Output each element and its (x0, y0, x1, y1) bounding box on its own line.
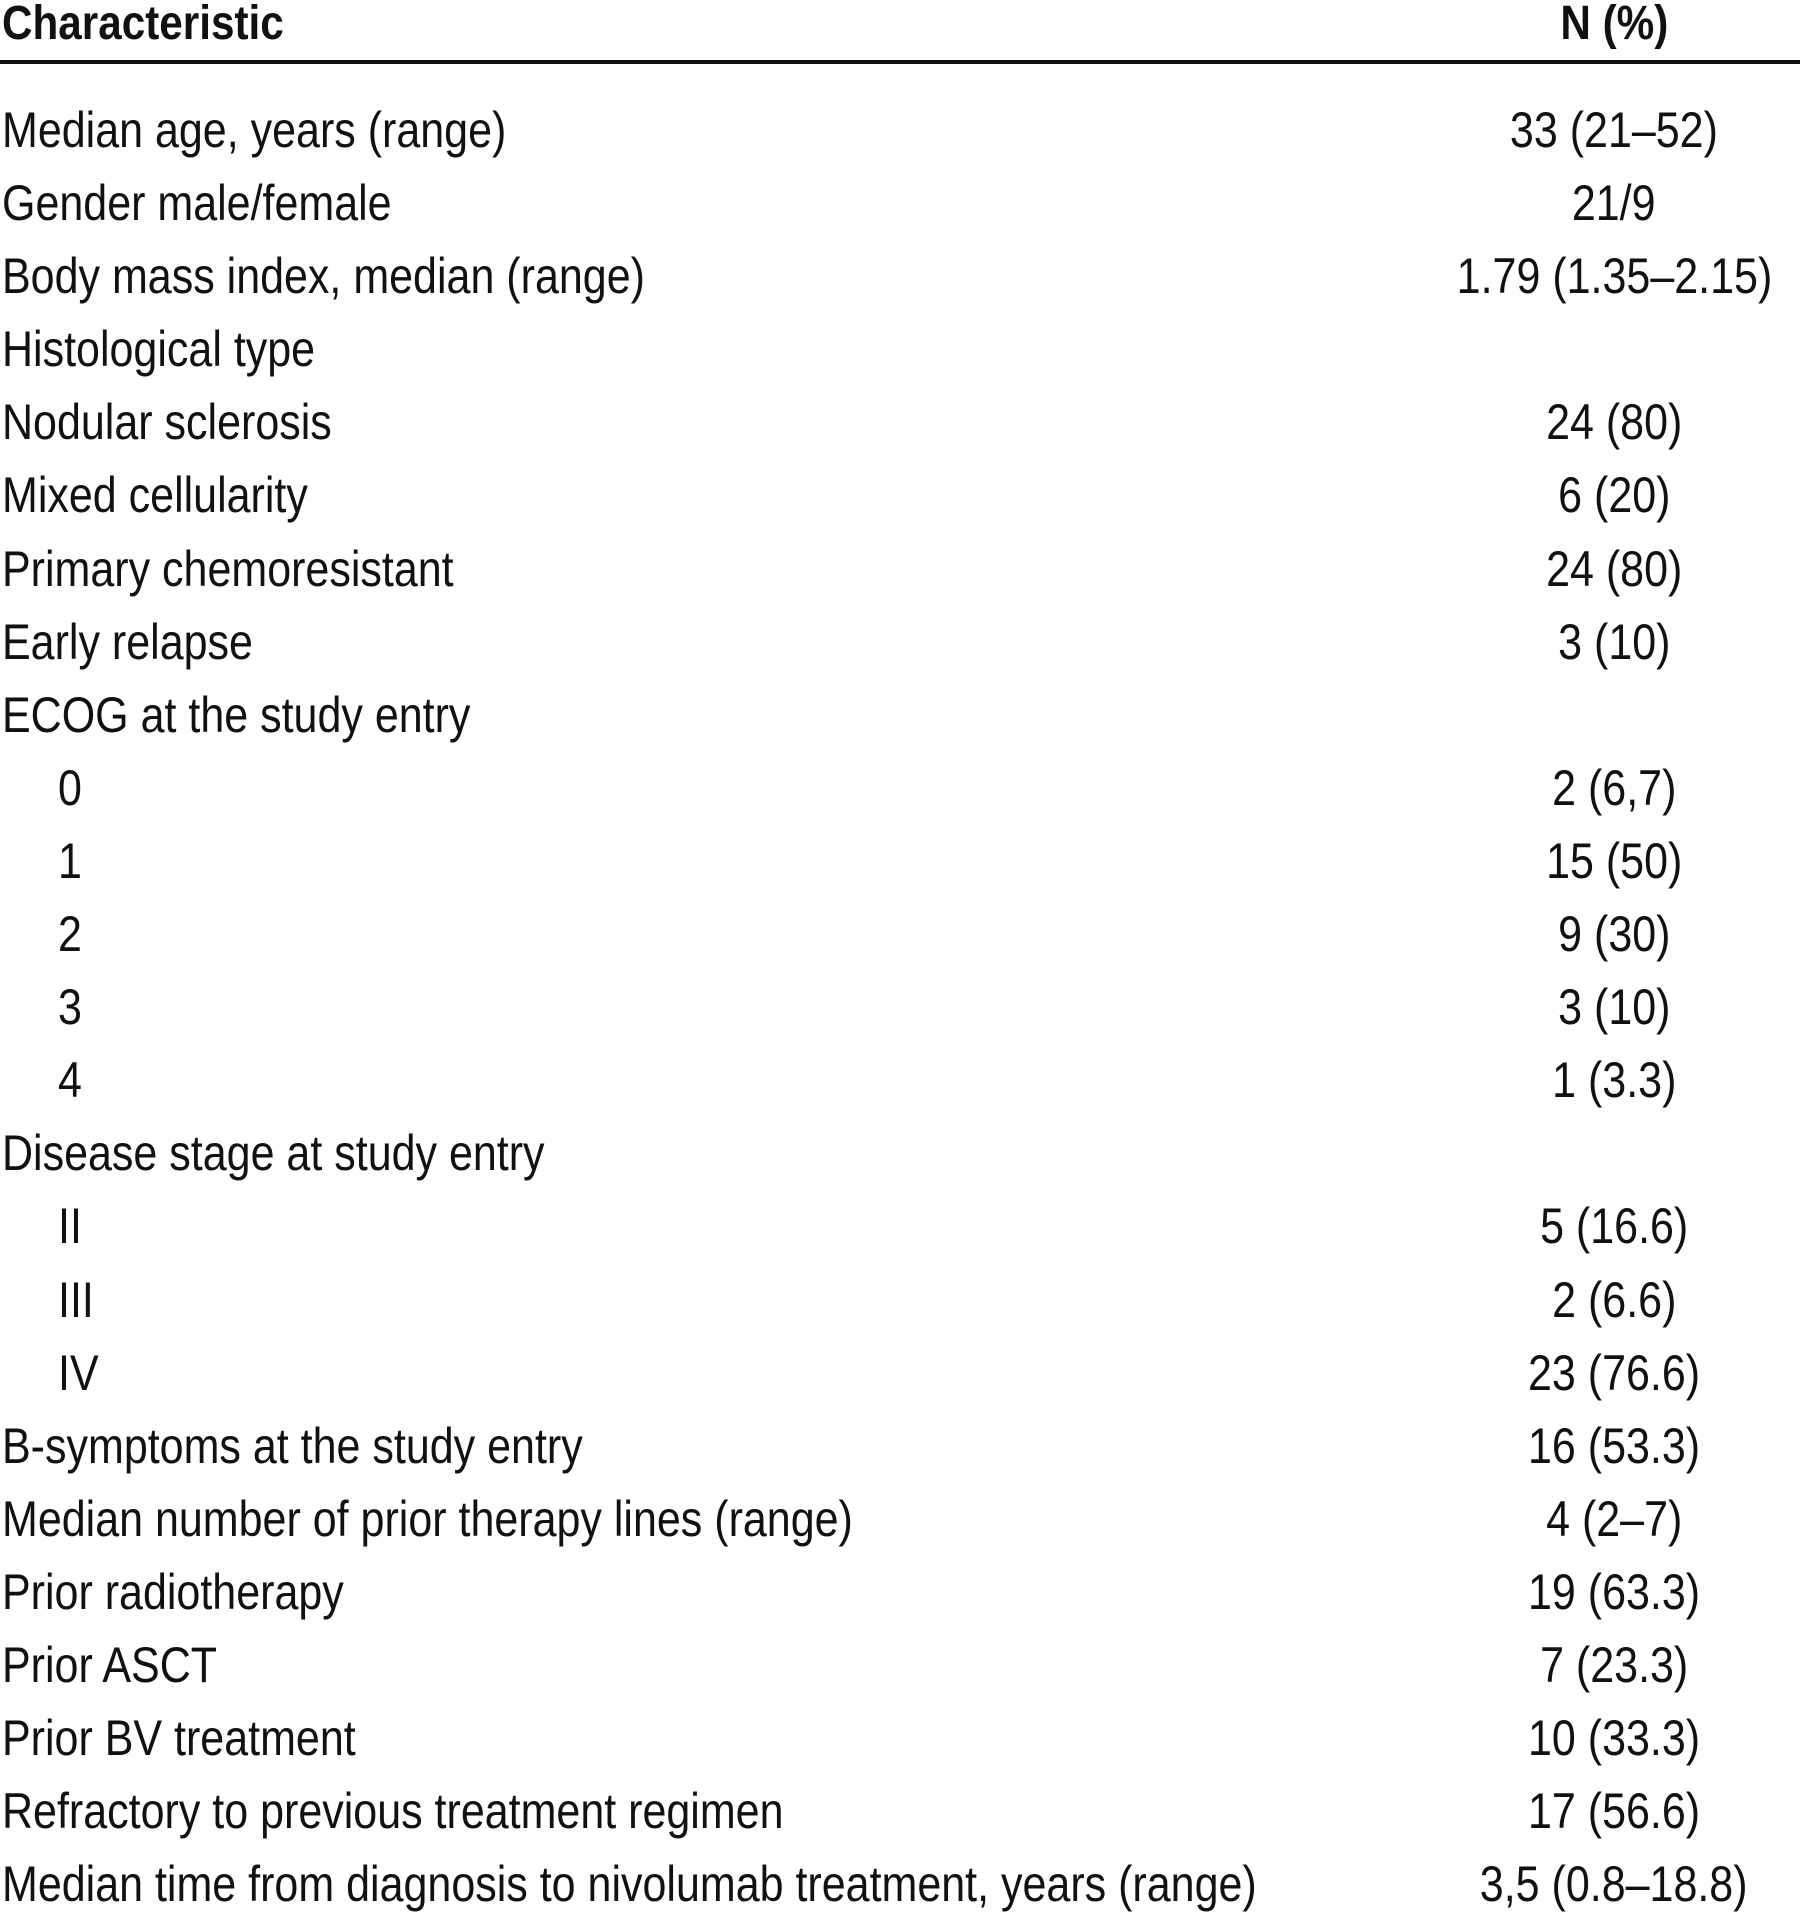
row-label: Gender male/female (2, 175, 392, 232)
row-label: 2 (58, 906, 82, 963)
table-row (0, 1198, 1800, 1271)
table-row (0, 1418, 1800, 1491)
table-row (0, 541, 1800, 614)
row-label: Nodular sclerosis (2, 394, 332, 451)
row-label: ECOG at the study entry (2, 686, 471, 743)
row-value: 4 (2–7) (1545, 1490, 1683, 1547)
row-value: 24 (80) (1545, 540, 1683, 597)
row-value: 24 (80) (1545, 394, 1683, 451)
row-label: Disease stage at study entry (2, 1125, 545, 1182)
table-row (0, 906, 1800, 979)
row-label: III (58, 1271, 94, 1328)
row-label: Prior ASCT (2, 1636, 218, 1693)
row-label: B-symptoms at the study entry (2, 1417, 583, 1474)
table-row (0, 102, 1800, 175)
table-row (0, 1710, 1800, 1783)
row-label: 0 (58, 759, 82, 816)
row-label: Refractory to previous treatment regimen (2, 1783, 784, 1840)
table-row (0, 394, 1800, 467)
row-value: 10 (33.3) (1527, 1710, 1701, 1767)
row-value: 1 (3.3) (1551, 1052, 1677, 1109)
row-label: Median age, years (range) (2, 102, 507, 158)
row-label: II (58, 1198, 82, 1255)
row-value: 19 (63.3) (1527, 1563, 1701, 1620)
row-value: 3,5 (0.8–18.8) (1480, 1856, 1748, 1913)
header-characteristic: Characteristic (2, 0, 284, 50)
header-value-label: N (%) (1560, 0, 1668, 50)
row-value: 9 (30) (1557, 906, 1671, 963)
row-value: 23 (76.6) (1527, 1344, 1701, 1401)
row-label: Early relapse (2, 613, 253, 670)
table-row (0, 1491, 1800, 1564)
table-row (0, 1856, 1800, 1929)
row-label: Median time from diagnosis to nivolumab treatment, years (range) (2, 1856, 1257, 1913)
table-row (0, 175, 1800, 248)
row-value: 1.79 (1.35–2.15) (1456, 248, 1772, 305)
row-value: 16 (53.3) (1527, 1417, 1701, 1474)
row-label: Median number of prior therapy lines (range) (2, 1490, 853, 1547)
row-label: IV (58, 1344, 99, 1401)
table-row (0, 1345, 1800, 1418)
table-row (0, 614, 1800, 687)
row-label: 1 (58, 832, 82, 889)
row-label: Body mass index, median (range) (2, 248, 645, 305)
table-header (0, 0, 1800, 64)
table-row (0, 1125, 1800, 1198)
row-label: 4 (58, 1052, 82, 1109)
table-body (0, 102, 1800, 1929)
table-row (0, 687, 1800, 760)
table-row (0, 467, 1800, 540)
table-row (0, 321, 1800, 394)
row-value: 33 (21–52) (1510, 102, 1719, 158)
table-row (0, 1637, 1800, 1710)
row-label: Mixed cellularity (2, 467, 308, 524)
table-row (0, 833, 1800, 906)
row-value: 3 (10) (1557, 979, 1671, 1036)
row-value: 5 (16.6) (1539, 1198, 1689, 1255)
row-label: Prior radiotherapy (2, 1563, 344, 1620)
row-value: 2 (6.6) (1551, 1271, 1677, 1328)
row-label: Prior BV treatment (2, 1710, 356, 1767)
table-row (0, 1052, 1800, 1125)
table-row (0, 1564, 1800, 1637)
table-row (0, 1272, 1800, 1345)
row-label: 3 (58, 979, 82, 1036)
row-label: Histological type (2, 321, 316, 378)
table-row (0, 1783, 1800, 1856)
table-row (0, 248, 1800, 321)
row-value: 2 (6,7) (1551, 759, 1677, 816)
row-label: Primary chemoresistant (2, 540, 454, 597)
row-value: 6 (20) (1557, 467, 1671, 524)
row-value: 15 (50) (1545, 832, 1683, 889)
row-value: 7 (23.3) (1539, 1636, 1689, 1693)
table-row (0, 979, 1800, 1052)
row-value: 17 (56.6) (1527, 1783, 1701, 1840)
row-value: 21/9 (1572, 175, 1656, 232)
row-value: 3 (10) (1557, 613, 1671, 670)
table-row (0, 760, 1800, 833)
